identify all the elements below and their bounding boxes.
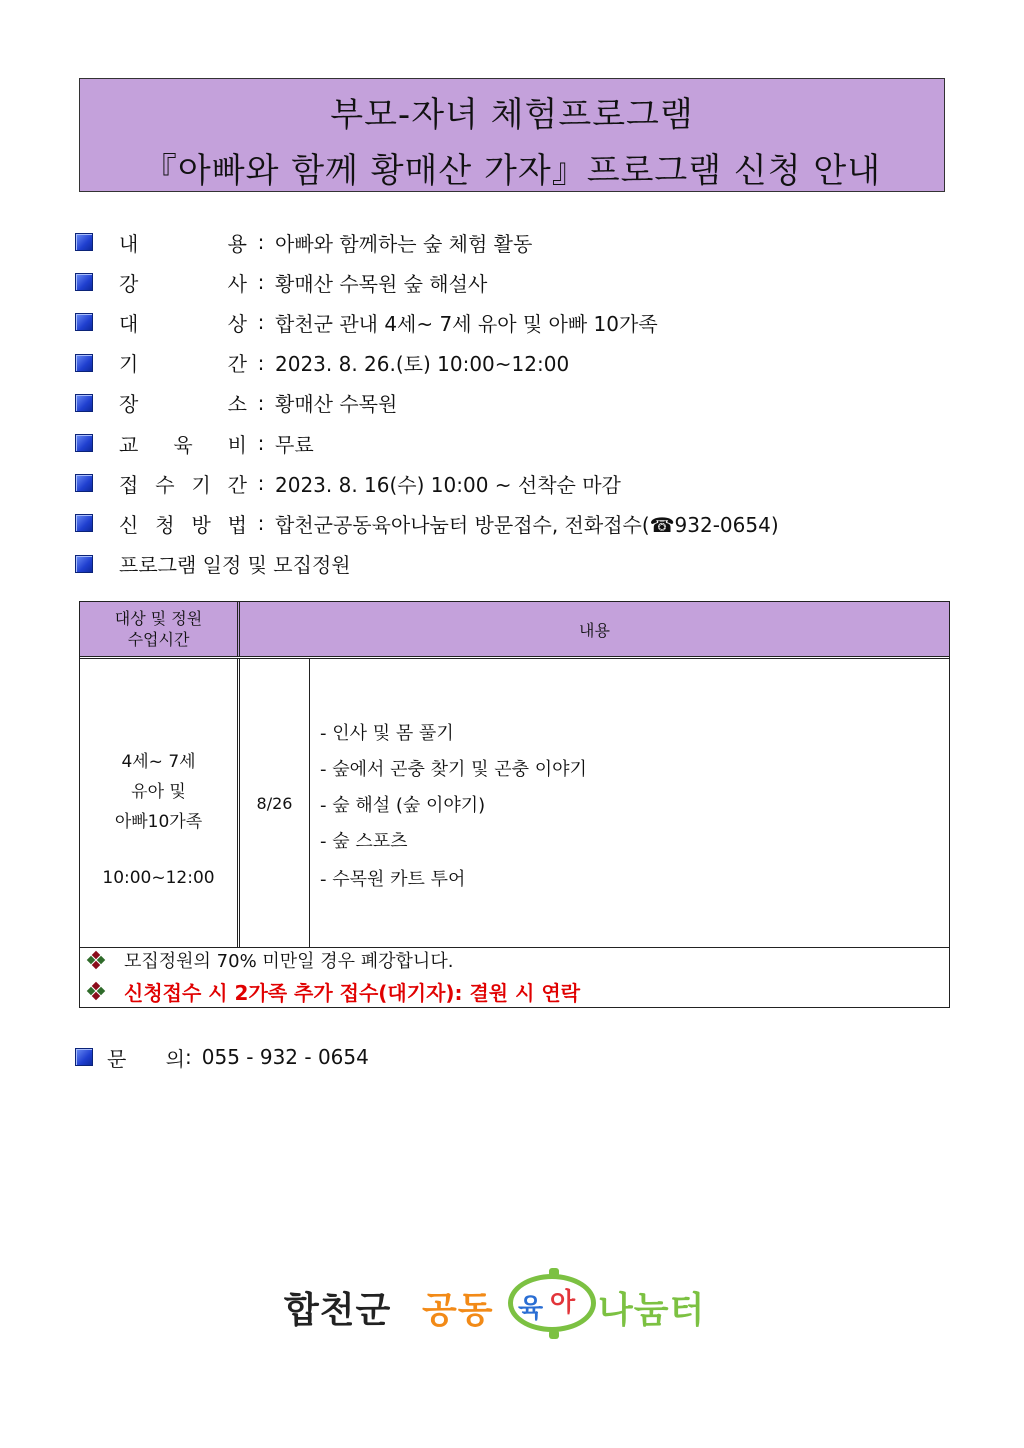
date-cell bbox=[240, 659, 310, 947]
square-bullet-icon bbox=[75, 434, 93, 452]
info-label: 강 사 bbox=[119, 271, 247, 296]
info-row bbox=[75, 423, 975, 463]
info-label: 기 간 bbox=[119, 352, 247, 377]
target-line: 4세~ 7세 bbox=[121, 752, 196, 772]
content-item: - 수목원 카트 투어 bbox=[320, 869, 466, 890]
info-value: 2023. 8. 16(수) 10:00 ~ 선착순 마감 bbox=[275, 472, 621, 497]
info-label: 내 용 bbox=[119, 231, 247, 256]
info-value: 황매산 수목원 bbox=[275, 392, 398, 417]
contact-sep: : bbox=[185, 1045, 192, 1069]
target-time: 10:00~12:00 bbox=[102, 868, 215, 888]
program-table bbox=[79, 601, 950, 1008]
info-row bbox=[75, 503, 975, 543]
info-sep: : bbox=[257, 270, 265, 295]
info-sep: : bbox=[257, 511, 265, 536]
info-sep: : bbox=[257, 431, 265, 456]
diamond-bullet-icon bbox=[88, 952, 104, 968]
info-value: 황매산 수목원 숲 해설사 bbox=[275, 271, 488, 296]
square-bullet-icon bbox=[75, 394, 93, 412]
info-sep: : bbox=[257, 471, 265, 496]
info-sep: : bbox=[257, 310, 265, 335]
title-box bbox=[79, 78, 945, 192]
note-cancellation-text: 모집정원의 70% 미만일 경우 폐강합니다. bbox=[124, 951, 454, 972]
info-row bbox=[75, 463, 975, 503]
content-item: - 숲에서 곤충 찾기 및 곤충 이야기 bbox=[320, 759, 587, 780]
info-sep: : bbox=[257, 230, 265, 255]
info-section-label: 프로그램 일정 및 모집정원 bbox=[119, 553, 351, 578]
square-bullet-icon bbox=[75, 514, 93, 532]
title-line-2: 『아빠와 함께 황매산 가자』프로그램 신청 안내 bbox=[142, 151, 882, 191]
info-row bbox=[75, 302, 975, 342]
square-bullet-icon bbox=[75, 474, 93, 492]
header-content-label: 내용 bbox=[579, 620, 610, 640]
logo: 합천군 공동 육 아 나눔터 bbox=[284, 1268, 744, 1340]
info-value: 합천군 관내 4세~ 7세 유아 및 아빠 10가족 bbox=[275, 311, 658, 336]
target-cell bbox=[80, 659, 240, 947]
info-row bbox=[75, 343, 975, 383]
content-item: - 숲 스포츠 bbox=[320, 831, 408, 852]
note-waitlist bbox=[88, 976, 580, 1006]
table-body-row bbox=[80, 659, 949, 948]
header-target-cell bbox=[80, 602, 240, 656]
table-header-row bbox=[80, 602, 949, 659]
info-row bbox=[75, 383, 975, 423]
square-bullet-icon bbox=[75, 1048, 93, 1066]
info-row bbox=[75, 222, 975, 262]
content-item: - 숲 해설 (숲 이야기) bbox=[320, 795, 486, 816]
info-label: 접 수 기 간 bbox=[119, 472, 247, 497]
content-cell bbox=[310, 659, 949, 947]
header-time-label: 수업시간 bbox=[127, 630, 190, 649]
info-label: 대 상 bbox=[119, 311, 247, 336]
square-bullet-icon bbox=[75, 354, 93, 372]
square-bullet-icon bbox=[75, 233, 93, 251]
square-bullet-icon bbox=[75, 273, 93, 291]
header-content-cell bbox=[240, 602, 949, 656]
note-waitlist-text: 신청접수 시 2가족 추가 접수(대기자): 결원 시 연락 bbox=[124, 980, 581, 1005]
target-line: 유아 및 bbox=[131, 782, 186, 802]
note-cancellation bbox=[88, 948, 453, 972]
info-sep: : bbox=[257, 390, 265, 415]
info-value: 2023. 8. 26.(토) 10:00~12:00 bbox=[275, 352, 570, 377]
square-bullet-icon bbox=[75, 313, 93, 331]
info-value: 아빠와 함께하는 숲 체험 활동 bbox=[275, 231, 533, 256]
info-value: 무료 bbox=[275, 432, 314, 457]
contact-phone: 055 - 932 - 0654 bbox=[201, 1045, 369, 1069]
diamond-bullet-icon bbox=[88, 983, 104, 999]
info-value: 합천군공동육아나눔터 방문접수, 전화접수(☎932-0654) bbox=[275, 512, 779, 537]
info-label: 신 청 방 법 bbox=[119, 512, 247, 537]
content-item: - 인사 및 몸 풀기 bbox=[320, 723, 454, 744]
info-sep: : bbox=[257, 350, 265, 375]
info-label: 장 소 bbox=[119, 392, 247, 417]
contact-row bbox=[75, 1040, 369, 1074]
title-line-1: 부모-자녀 체험프로그램 bbox=[330, 95, 694, 135]
info-row bbox=[75, 262, 975, 302]
info-list bbox=[75, 222, 975, 584]
table-notes bbox=[80, 948, 949, 1008]
info-label: 교 육 비 bbox=[119, 432, 247, 457]
session-date: 8/26 bbox=[256, 793, 293, 813]
square-bullet-icon bbox=[75, 555, 93, 573]
info-row bbox=[75, 544, 975, 584]
target-line: 아빠10가족 bbox=[114, 812, 203, 832]
contact-label: 문 의 bbox=[107, 1046, 185, 1071]
header-target-label: 대상 및 정원 bbox=[114, 609, 203, 628]
